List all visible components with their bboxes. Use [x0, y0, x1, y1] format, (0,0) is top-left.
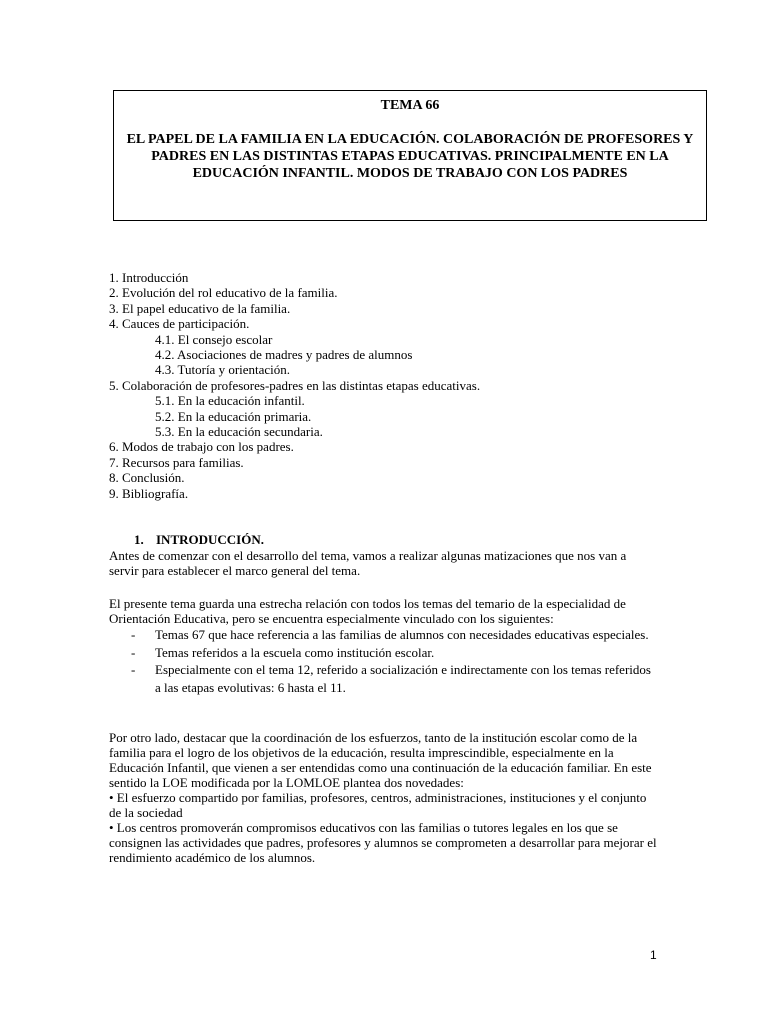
toc-subitem: 5.3. En la educación secundaria.	[155, 424, 323, 440]
toc-item: 4. Cauces de participación.	[109, 316, 250, 332]
toc-item: 8. Conclusión.	[109, 470, 185, 486]
toc-subitem: 4.2. Asociaciones de madres y padres de alumnos	[155, 347, 413, 363]
toc-item: 9. Bibliografía.	[109, 485, 189, 501]
toc-item: 3. El papel educativo de la familia.	[109, 300, 291, 316]
title-box	[113, 90, 707, 221]
dash-list	[109, 626, 657, 696]
list-item: - Especialmente con el tema 12, referido a socialización e indirectamente con los temas referidos a las etapas evolutivas: 6 hasta el 11.	[109, 661, 657, 696]
dash-marker: -	[131, 662, 136, 677]
section-heading	[134, 532, 264, 548]
tema-number: TEMA 66	[380, 98, 440, 113]
toc-item: 7. Recursos para familias.	[109, 454, 244, 470]
list-item: - Temas 67 que hace referencia a las familias de alumnos con necesidades educativas especiales.	[109, 626, 657, 644]
bullet-item: • Los centros promoverán compromisos educativos con las familias o tutores legales en los que se consignen las actividades que padres, profesores y alumnos se comprometen a desarrollar para mejorar el rendimiento académico de los alumnos.	[109, 820, 657, 865]
toc-subitem: 5.2. En la educación primaria.	[155, 408, 312, 424]
toc-item: 5. Colaboración de profesores-padres en las distintas etapas educativas.	[109, 377, 481, 393]
bullet-item: • El esfuerzo compartido por familias, profesores, centros, administraciones, instituciones y el conjunto de la sociedad	[109, 790, 647, 820]
toc-subitem: 4.3. Tutoría y orientación.	[155, 362, 291, 378]
dash-marker: -	[131, 644, 136, 660]
section-number: 1.	[134, 532, 144, 547]
toc-subitem: 5.1. En la educación infantil.	[155, 393, 305, 409]
toc-item: 6. Modos de trabajo con los padres.	[109, 439, 294, 455]
paragraph-coordination	[109, 730, 657, 865]
paragraph-intro: Antes de comenzar con el desarrollo del tema, vamos a realizar algunas matizaciones que nos van a servir para establecer el marco general del tema.	[109, 548, 627, 578]
toc-item: 2. Evolución del rol educativo de la familia.	[109, 285, 338, 301]
toc-item: 1. Introducción	[109, 270, 189, 285]
coordination-text: Por otro lado, destacar que la coordinación de los esfuerzos, tanto de la institución escolar como de la familia para el logro de los objetivos de la educación, resulta imprescindible, especialmente en la Educación Infantil, que vienen a ser entendidas como una continuación de la educación familiar. En este sentido la LOE modificada por la LOMLOE plantea dos novedades:	[109, 730, 652, 790]
section-title: INTRODUCCIÓN.	[156, 532, 264, 547]
paragraph-relation: El presente tema guarda una estrecha relación con todos los temas del temario de la especialidad de Orientación Educativa, pero se encuentra especialmente vinculado con los siguientes:	[109, 596, 626, 626]
table-of-contents	[109, 270, 709, 501]
toc-subitem: 4.1. El consejo escolar	[155, 331, 273, 347]
page-number: 1	[650, 948, 657, 962]
list-item: - Temas referidos a la escuela como institución escolar.	[109, 644, 657, 662]
document-title: EL PAPEL DE LA FAMILIA EN LA EDUCACIÓN. COLABORACIÓN DE PROFESORES Y PADRES EN LAS DISTINTAS ETAPAS EDUCATIVAS. PRINCIPALMENTE EN LA EDUCACIÓN INFANTIL. MODOS DE TRABAJO CON LOS PADRES	[126, 132, 694, 181]
dash-marker: -	[131, 627, 136, 642]
